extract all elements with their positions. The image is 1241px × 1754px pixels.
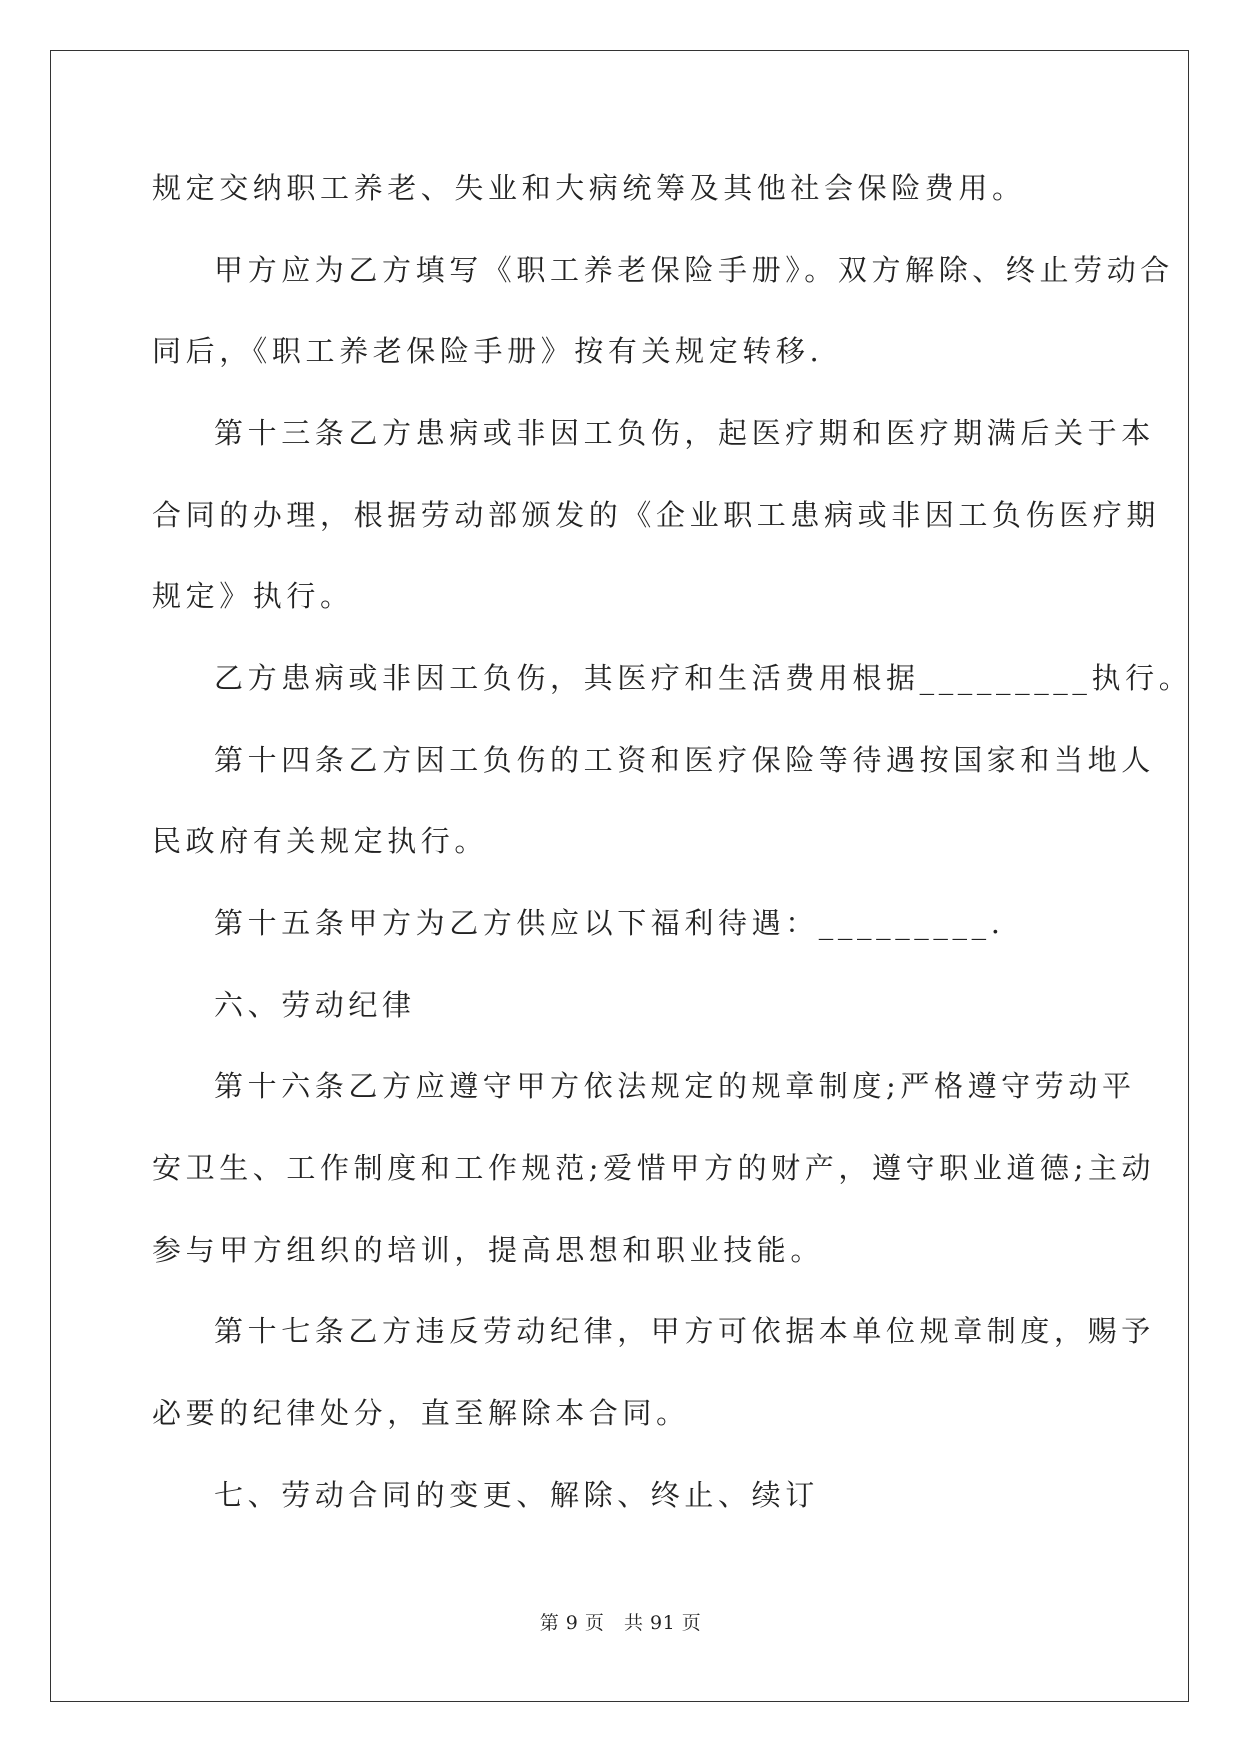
text-line: 安卫生、工作制度和工作规范;爱惜甲方的财产，遵守职业道德;主动: [152, 1151, 1156, 1185]
text-line: 第十七条乙方违反劳动纪律，甲方可依据本单位规章制度，赐予: [214, 1314, 1155, 1348]
text-line: 规定》执行。: [152, 579, 354, 613]
text-line: 乙方患病或非因工负伤，其医疗和生活费用根据_________执行。: [214, 661, 1193, 695]
section-heading: 七、劳动合同的变更、解除、终止、续订: [214, 1478, 819, 1512]
text-line: 民政府有关规定执行。: [152, 824, 489, 858]
section-heading: 六、劳动纪律: [214, 988, 416, 1022]
text-line: 合同的办理，根据劳动部颁发的《企业职工患病或非因工负伤医疗期: [152, 498, 1161, 532]
page-border: [50, 50, 1189, 1702]
text-line: 同后，《职工养老保险手册》按有关规定转移.: [152, 334, 824, 368]
text-line: 第十三条乙方患病或非因工负伤，起医疗期和医疗期满后关于本: [214, 416, 1155, 450]
text-line: 必要的纪律处分，直至解除本合同。: [152, 1396, 690, 1430]
text-line: 参与甲方组织的培训，提高思想和职业技能。: [152, 1233, 825, 1267]
page-number-footer: 第 9 页 共 91 页: [539, 1612, 702, 1634]
text-line: 第十五条甲方为乙方供应以下福利待遇：_________.: [214, 906, 1005, 940]
text-line: 甲方应为乙方填写《职工养老保险手册》。双方解除、终止劳动合: [214, 253, 1174, 287]
text-line: 第十六条乙方应遵守甲方依法规定的规章制度;严格遵守劳动平: [214, 1069, 1136, 1103]
text-line: 第十四条乙方因工负伤的工资和医疗保险等待遇按国家和当地人: [214, 743, 1155, 777]
text-line: 规定交纳职工养老、失业和大病统筹及其他社会保险费用。: [152, 171, 1026, 205]
